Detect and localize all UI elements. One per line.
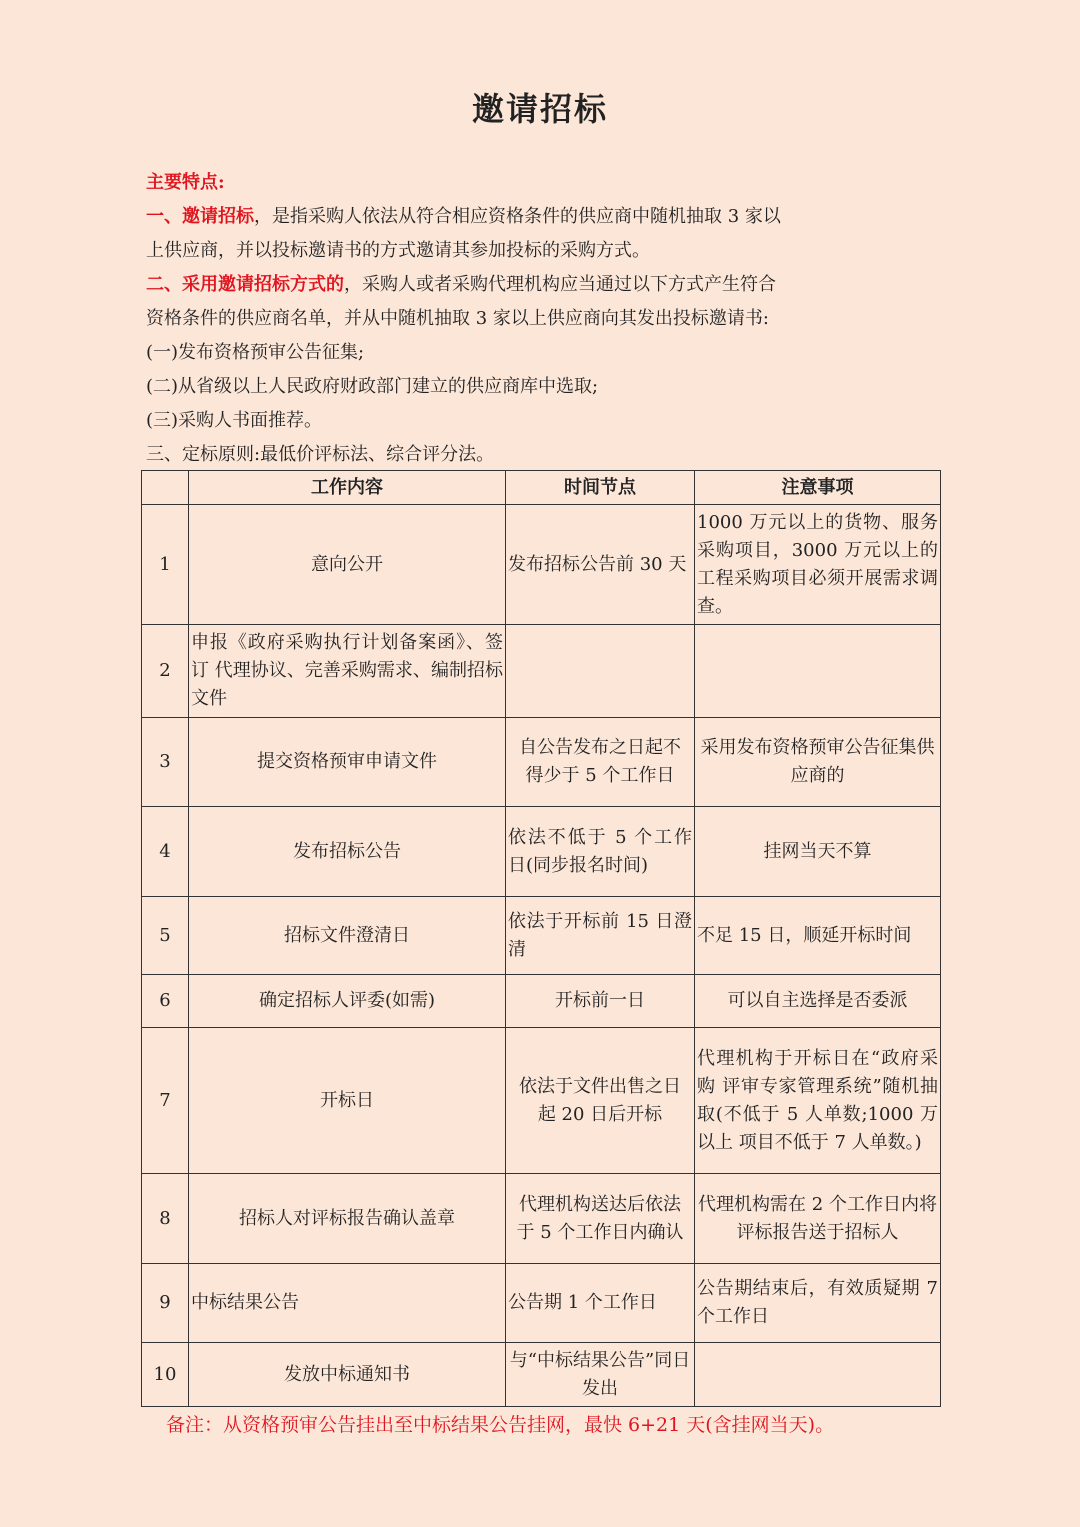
table-row	[142, 1174, 941, 1264]
row-number: 2	[142, 625, 189, 718]
row-time: 依法于开标前 15 日澄清	[506, 897, 695, 975]
row-note: 代理机构于开标日在“政府采购 评审专家管理系统”随机抽取(不低于 5 人单数;1000 万以上 项目不低于 7 人单数。)	[695, 1028, 941, 1174]
remark-note: 备注：从资格预审公告挂出至中标结果公告挂网，最快 6+21 天(含挂网当天)。	[166, 1414, 835, 1436]
table-row	[142, 975, 941, 1028]
table-row	[142, 718, 941, 807]
row-content: 提交资格预审申请文件	[189, 718, 506, 807]
row-number: 6	[142, 975, 189, 1028]
row-time: 依法于文件出售之日 起 20 日后开标	[506, 1028, 695, 1174]
p2-lead: 二、采用邀请招标方式的	[146, 274, 344, 295]
row-note: 1000 万元以上的货物、服务采购项目，3000 万元以上的工程采购项目必须开展需求调查。	[695, 505, 941, 625]
table-row	[142, 807, 941, 897]
row-note: 采用发布资格预审公告征集供 应商的	[695, 718, 941, 807]
p1-line2: 上供应商，并以投标邀请书的方式邀请其参加投标的采购方式。	[146, 240, 650, 261]
row-number: 9	[142, 1264, 189, 1343]
row-note	[695, 625, 941, 718]
row-time: 代理机构送达后依法 于 5 个工作日内确认	[506, 1174, 695, 1264]
page-title: 邀请招标	[471, 90, 608, 128]
table-row	[142, 625, 941, 718]
p2-line2: 资格条件的供应商名单，并从中随机抽取 3 家以上供应商向其发出投标邀请书:	[146, 308, 769, 329]
row-content: 招标人对评标报告确认盖章	[189, 1174, 506, 1264]
row-time: 开标前一日	[506, 975, 695, 1028]
p2-line1: ，采购人或者采购代理机构应当通过以下方式产生符合	[344, 274, 776, 295]
header-no	[142, 471, 189, 505]
p1-line1: ，是指采购人依法从符合相应资格条件的供应商中随机抽取 3 家以	[254, 206, 781, 227]
list-item-2: (二)从省级以上人民政府财政部门建立的供应商库中选取;	[146, 376, 599, 397]
intro-section	[146, 166, 946, 472]
row-note: 公告期结束后，有效质疑期 7 个工作日	[695, 1264, 941, 1343]
table-row	[142, 1343, 941, 1407]
header-content: 工作内容	[189, 471, 506, 505]
row-note: 可以自主选择是否委派	[695, 975, 941, 1028]
row-number: 4	[142, 807, 189, 897]
row-note	[695, 1343, 941, 1407]
row-number: 7	[142, 1028, 189, 1174]
row-content: 开标日	[189, 1028, 506, 1174]
row-content: 确定招标人评委(如需)	[189, 975, 506, 1028]
p3-principle: 三、定标原则:最低价评标法、综合评分法。	[146, 444, 495, 465]
table-header-row	[142, 471, 941, 505]
row-time: 自公告发布之日起不 得少于 5 个工作日	[506, 718, 695, 807]
row-number: 10	[142, 1343, 189, 1407]
row-time: 公告期 1 个工作日	[506, 1264, 695, 1343]
features-heading: 主要特点:	[146, 172, 225, 193]
schedule-table	[141, 470, 941, 1407]
list-item-1: (一)发布资格预审公告征集;	[146, 342, 365, 363]
header-time: 时间节点	[506, 471, 695, 505]
row-content: 发放中标通知书	[189, 1343, 506, 1407]
table-row	[142, 897, 941, 975]
header-note: 注意事项	[695, 471, 941, 505]
row-note: 代理机构需在 2 个工作日内将 评标报告送于招标人	[695, 1174, 941, 1264]
row-content: 招标文件澄清日	[189, 897, 506, 975]
row-time	[506, 625, 695, 718]
row-content: 中标结果公告	[189, 1264, 506, 1343]
row-content: 申报《政府采购执行计划备案函》、签订 代理协议、完善采购需求、编制招标文件	[189, 625, 506, 718]
row-number: 5	[142, 897, 189, 975]
row-time: 发布招标公告前 30 天	[506, 505, 695, 625]
row-content: 发布招标公告	[189, 807, 506, 897]
table-row	[142, 1264, 941, 1343]
row-time: 依法不低于 5 个工作日(同步报名时间)	[506, 807, 695, 897]
table-row	[142, 505, 941, 625]
row-number: 3	[142, 718, 189, 807]
row-note: 不足 15 日，顺延开标时间	[695, 897, 941, 975]
list-item-3: (三)采购人书面推荐。	[146, 410, 323, 431]
row-number: 1	[142, 505, 189, 625]
p1-lead: 一、邀请招标	[146, 206, 254, 227]
row-number: 8	[142, 1174, 189, 1264]
row-note: 挂网当天不算	[695, 807, 941, 897]
table-row	[142, 1028, 941, 1174]
row-content: 意向公开	[189, 505, 506, 625]
row-time: 与“中标结果公告”同日 发出	[506, 1343, 695, 1407]
